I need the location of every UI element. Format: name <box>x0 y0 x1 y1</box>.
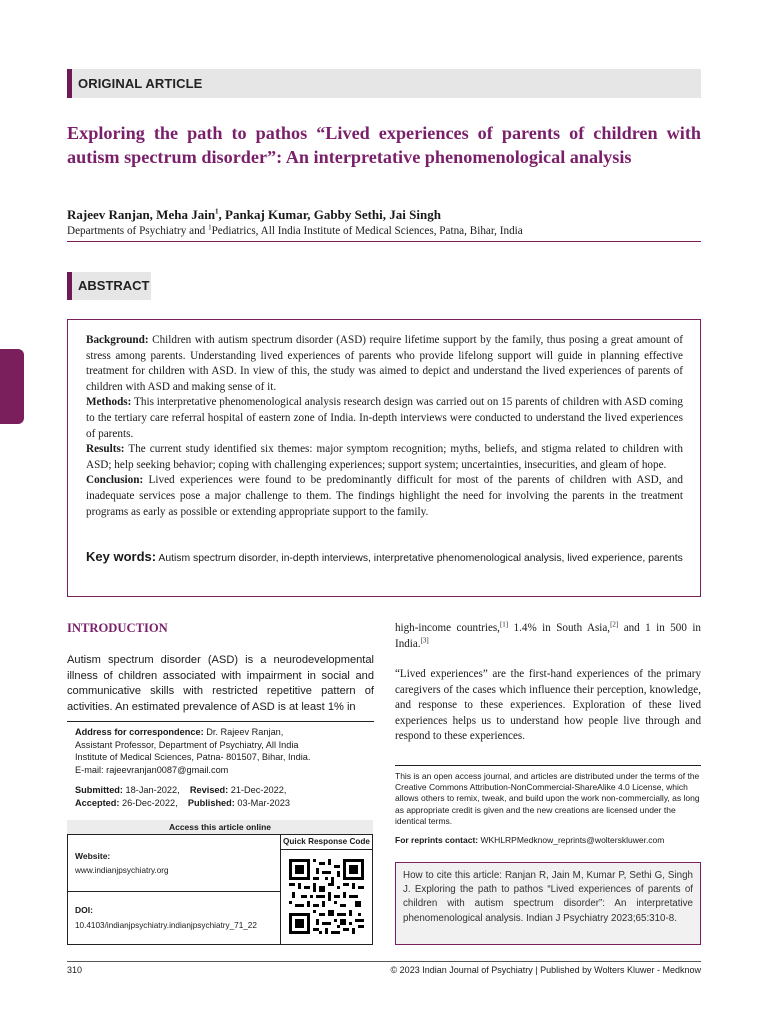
abstract-conclusion: Conclusion: Lived experiences were found to be predominantly difficult for most of the parents of children with ASD, and inadequate services pose a major challenge to them. The findings highlight the need for involving the parents in the treatment programs as early as possible or extending appropriate support to the family. <box>86 474 683 518</box>
intro-paragraph-3: “Lived experiences” are the first-hand experiences of the primary caregivers of the cases which influence their perception, knowledge, and response to these experiences. Exploration of these lived experiences helps us to understand how people live through and respond to these experiences. <box>395 668 701 743</box>
keywords: Key words: Autism spectrum disorder, in-depth interviews, interpretative phenomenological analysis, lived experience, parents <box>86 549 683 564</box>
citation-text: How to cite this article: Ranjan R, Jain M, Kumar P, Sethi G, Singh J. Exploring the path to pathos “Lived experiences of parents of children with autism spectrum disorder”: An interpretative phenomenological analysis. Indian J Psychiatry 2023;65:310-8. <box>403 870 693 924</box>
footer-divider <box>67 961 701 962</box>
correspondence: Address for correspondence: Dr. Rajeev Ranjan, Assistant Professor, Department of Psychiatry, All India Institute of Medical Sciences, Patna- 801507, Bihar, India. E-mail: rajeevranjan0087@gmail.com <box>75 727 311 775</box>
doi-label: DOI: <box>75 905 93 915</box>
abstract-text <box>86 333 683 520</box>
introduction-heading: INTRODUCTION <box>67 621 168 635</box>
section-label: ORIGINAL ARTICLE <box>78 76 203 91</box>
access-divider <box>280 835 281 945</box>
authors: Rajeev Ranjan, Meha Jain$^1$, Pankaj Kumar, Gabby Sethi, Jai Singh <box>67 207 441 222</box>
license-divider <box>395 765 701 766</box>
section-label-bar <box>67 69 701 98</box>
title-divider <box>67 241 701 242</box>
access-header: Access this article online <box>67 820 373 835</box>
access-row-divider <box>67 891 280 892</box>
intro-paragraph-1: Autism spectrum disorder (ASD) is a neurodevelopmental illness of children associated with impairment in social and communicative skills with restricted repetitive pattern of activities. An estimated prevalence of ASD is at least 1% in <box>67 654 374 713</box>
qr-header: Quick Response Code <box>280 835 373 850</box>
website-link[interactable]: www.indianjpsychiatry.org <box>75 866 169 875</box>
license-text: This is an open access journal, and articles are distributed under the terms of the Creative Commons Attribution-NonCommercial-ShareAlike 4.0 License, which allows others to remix, tweak, and build upon the work non-commercially, as long as appropriate credit is given and the new creations are licensed under the identical terms. <box>395 771 700 826</box>
intro-paragraph-2: high-income countries,[1] 1.4% in South Asia,[2] and 1 in 500 in India.[3] <box>395 620 701 650</box>
abstract-label: ABSTRACT <box>78 278 150 293</box>
article-title: Exploring the path to pathos “Lived experiences of parents of children with autism spectrum disorder”: An interpretative phenomenological analysis <box>67 123 701 167</box>
article-dates: Submitted: 18-Jan-2022, Revised: 21-Dec-2022, Accepted: 26-Dec-2022, Published: 03-Mar-2023 <box>75 785 290 808</box>
correspondence-divider <box>67 721 374 722</box>
abstract-results: Results: The current study identified six themes: major symptom recognition; myths, beliefs, and stigma related to children with ASD; help seeking behavior; coping with challenging experiences; support system; uncertainties, insecurities, and gleam of hope. <box>86 443 683 471</box>
website-label: Website: <box>75 851 111 861</box>
section-accent <box>67 69 72 98</box>
qr-code[interactable] <box>289 859 364 934</box>
footer-copyright: © 2023 Indian Journal of Psychiatry | Published by Wolters Kluwer - Medknow <box>390 965 701 975</box>
abstract-methods: Methods: This interpretative phenomenological analysis research design was carried out on 15 parents of children with ASD coming to the tertiary care referral hospital of eastern zone of India. In-depth interviews were conducted to understand the lived experiences of parents. <box>86 396 683 440</box>
doi-link[interactable]: 10.4103/indianjpsychiatry.indianjpsychiatry_71_22 <box>75 921 257 930</box>
abstract-accent <box>67 272 72 300</box>
page-number: 310 <box>67 965 83 975</box>
abstract-background: Background: Children with autism spectrum disorder (ASD) require lifetime support by the family, thus posing a great amount of stress among parents. Understanding lived experiences of parents who provide lifelong support will guide in planning effective treatment for children with ASD. In view of this, the study was aimed to depict and understand the lived experiences of parents of children with ASD and making sense of it. <box>86 334 683 393</box>
affiliation: Departments of Psychiatry and $^1$Pediatrics, All India Institute of Medical Sciences, Patna, Bihar, India <box>67 223 523 237</box>
side-tab-marker <box>0 349 24 424</box>
abstract-label-bar <box>67 272 151 300</box>
reprints-contact: For reprints contact: WKHLRPMedknow_reprints@wolterskluwer.com <box>395 835 665 845</box>
